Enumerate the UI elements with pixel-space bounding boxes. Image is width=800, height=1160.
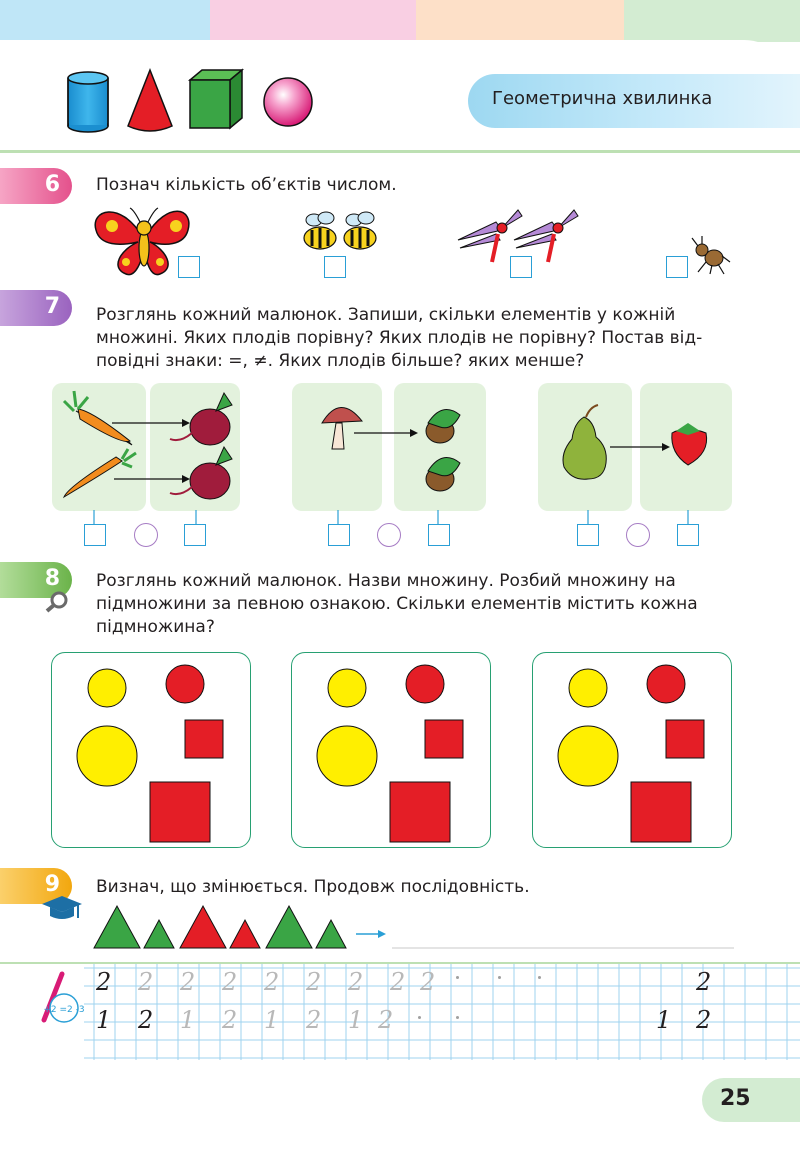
answer-box[interactable]: [178, 256, 200, 278]
trace-digit: 1: [348, 1006, 364, 1034]
connector-lines: [84, 510, 224, 524]
header-divider: [0, 150, 800, 153]
carrots-beets-illustration: [52, 383, 242, 511]
sphere-shape: [264, 78, 312, 126]
comparison-sign-circle[interactable]: [134, 523, 158, 547]
trace-digit: 2: [138, 968, 154, 996]
task-number-badge: 6: [0, 168, 72, 204]
guide-dot: [456, 976, 459, 979]
answer-box[interactable]: [428, 524, 450, 546]
written-digit: 2: [696, 968, 712, 996]
beet-icon: [170, 447, 232, 499]
answer-box[interactable]: [666, 256, 688, 278]
written-digit: 1: [656, 1006, 672, 1034]
answer-box[interactable]: [577, 524, 599, 546]
pen-icon: [36, 972, 85, 1026]
strawberry-icon: [672, 423, 707, 465]
page-number: 25: [720, 1086, 751, 1111]
cone-shape: [128, 70, 172, 131]
guide-dot: [538, 976, 541, 979]
triangle-sequence: [94, 904, 734, 952]
hazelnut-icon: [426, 458, 460, 491]
shape-set-illustration: [292, 653, 490, 847]
guide-dot: [456, 1016, 459, 1019]
trace-digit: 2: [222, 1006, 238, 1034]
written-digit: 2: [696, 1006, 712, 1034]
trace-digit: 1: [264, 1006, 280, 1034]
shape-set-illustration: [52, 653, 250, 847]
task-9-instruction: Визнач, що змінюється. Продовж послідовність.: [96, 877, 530, 897]
answer-box[interactable]: [677, 524, 699, 546]
bees-icon: [296, 206, 386, 258]
trace-digit: 2: [348, 968, 364, 996]
top-color-strip: [210, 0, 416, 42]
comparison-sign-circle[interactable]: [377, 523, 401, 547]
trace-digit: 2: [378, 1006, 394, 1034]
answer-box[interactable]: [328, 524, 350, 546]
answer-box[interactable]: [510, 256, 532, 278]
shape-set-frame: [51, 652, 251, 848]
shape-set-illustration: [533, 653, 731, 847]
trace-digit: 2: [180, 968, 196, 996]
beet-icon: [170, 393, 232, 445]
trace-digit: 2: [420, 968, 436, 996]
svg-text:+2 =2 -3: +2 =2 -3: [43, 1005, 85, 1015]
written-digit: 2: [96, 968, 112, 996]
cube-shape: [190, 70, 242, 128]
answer-box[interactable]: [184, 524, 206, 546]
mushroom-icon: [322, 407, 362, 449]
graduation-cap-icon: [40, 894, 84, 922]
trace-digit: 2: [306, 1006, 322, 1034]
task-number-badge: 7: [0, 290, 72, 326]
top-color-strip: [416, 0, 624, 42]
geometric-shapes-illustration: [60, 64, 330, 136]
trace-digit: 1: [180, 1006, 196, 1034]
written-digit: 1: [96, 1006, 112, 1034]
trace-digit: 2: [264, 968, 280, 996]
top-color-strip: [0, 0, 210, 42]
carrot-icon: [64, 449, 136, 497]
pear-strawberry-illustration: [538, 383, 732, 511]
hazelnut-icon: [426, 410, 460, 443]
guide-dot: [418, 1016, 421, 1019]
answer-box[interactable]: [84, 524, 106, 546]
task-number-badge: 8: [0, 562, 72, 598]
page-number-tab: [702, 1078, 800, 1122]
connector-lines: [580, 510, 700, 524]
comparison-sign-circle[interactable]: [626, 523, 650, 547]
task-7-instruction: Розглянь кожний малюнок. Запиши, скільки елементів у кожній множині. Яких плодів порівну? Яких плодів не порівну? Постав від- повідні знаки: =, ≠. Яких плодів більше? яких менше?: [96, 305, 703, 371]
task-6-instruction: Познач кількість об’єктів числом.: [96, 175, 397, 195]
task-number-badge: 9: [0, 868, 72, 904]
guide-dot: [498, 976, 501, 979]
answer-box[interactable]: [324, 256, 346, 278]
written-digit: 2: [138, 1006, 154, 1034]
mushroom-nuts-illustration: [292, 383, 486, 511]
trace-digit: 2: [222, 968, 238, 996]
task-8-instruction: Розглянь кожний малюнок. Назви множину. Розбий множину на підмножини за певною ознакою. Скільки елементів містить кожна підмножина?: [96, 571, 698, 637]
cylinder-shape: [68, 72, 108, 132]
ant-icon: [688, 232, 732, 276]
top-color-strip: [624, 0, 800, 42]
trace-digit: 2: [390, 968, 406, 996]
pear-icon: [563, 405, 606, 479]
writing-grid[interactable]: [84, 964, 800, 1060]
section-title: Геометрична хвилинка: [492, 88, 713, 109]
connector-lines: [330, 510, 450, 524]
shape-set-frame: [291, 652, 491, 848]
trace-digit: 2: [306, 968, 322, 996]
shape-set-frame: [532, 652, 732, 848]
magnifier-icon: [44, 590, 70, 614]
carrot-icon: [64, 391, 132, 445]
